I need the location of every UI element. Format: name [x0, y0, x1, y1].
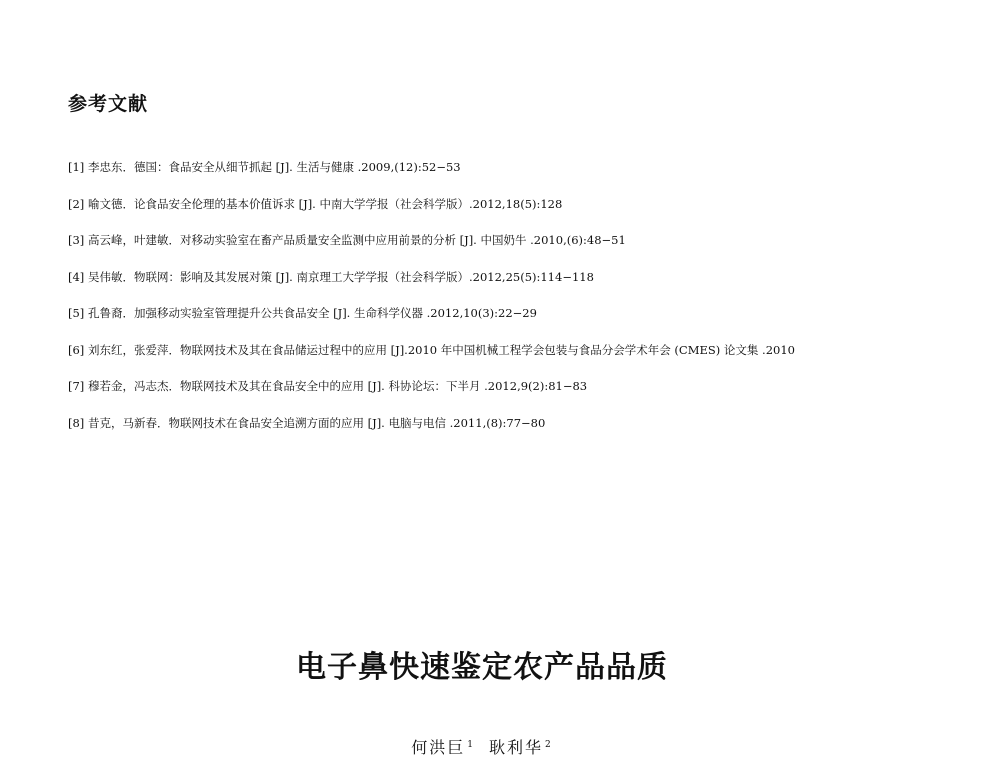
- author-name: 耿利华: [489, 738, 544, 757]
- author-affiliation-mark: 1: [467, 739, 475, 750]
- reference-item: [1] 李忠东．德国：食品安全从细节抓起 [J]. 生活与健康 .2009,(12):52−53: [68, 160, 461, 174]
- reference-item: [2] 喻文德．论食品安全伦理的基本价值诉求 [J]. 中南大学学报（社会科学版）.2012,18(5):128: [68, 196, 563, 211]
- article-title: 电子鼻快速鉴定农产品品质: [296, 650, 668, 685]
- reference-list: [68, 160, 795, 452]
- reference-item: [5] 孔鲁裔．加强移动实验室管理提升公共食品安全 [J]. 生命科学仪器 .2012,10(3):22−29: [68, 306, 537, 320]
- author-name: 何洪巨: [411, 738, 466, 757]
- author-line: [0, 735, 964, 758]
- author-affiliation-mark: 2: [545, 739, 553, 750]
- references-heading: 参考文献: [68, 93, 149, 115]
- reference-item: [7] 穆若金，冯志杰．物联网技术及其在食品安全中的应用 [J]. 科协论坛：下半月 .2012,9(2):81−83: [68, 379, 588, 393]
- reference-item: [6] 刘东红，张爱萍．物联网技术及其在食品储运过程中的应用 [J].2010 年中国机械工程学会包装与食品分会学术年会 (CMES) 论文集 .2010: [68, 342, 795, 357]
- reference-item: [8] 昔克，马新春．物联网技术在食品安全追溯方面的应用 [J]. 电脑与电信 .2011,(8):77−80: [68, 415, 546, 430]
- reference-item: [3] 高云峰，叶建敏．对移动实验室在畜产品质量安全监测中应用前景的分析 [J]. 中国奶牛 .2010,(6):48−51: [68, 233, 626, 247]
- reference-item: [4] 吴伟敏．物联网：影响及其发展对策 [J]. 南京理工大学学报（社会科学版）.2012,25(5):114−118: [68, 269, 594, 284]
